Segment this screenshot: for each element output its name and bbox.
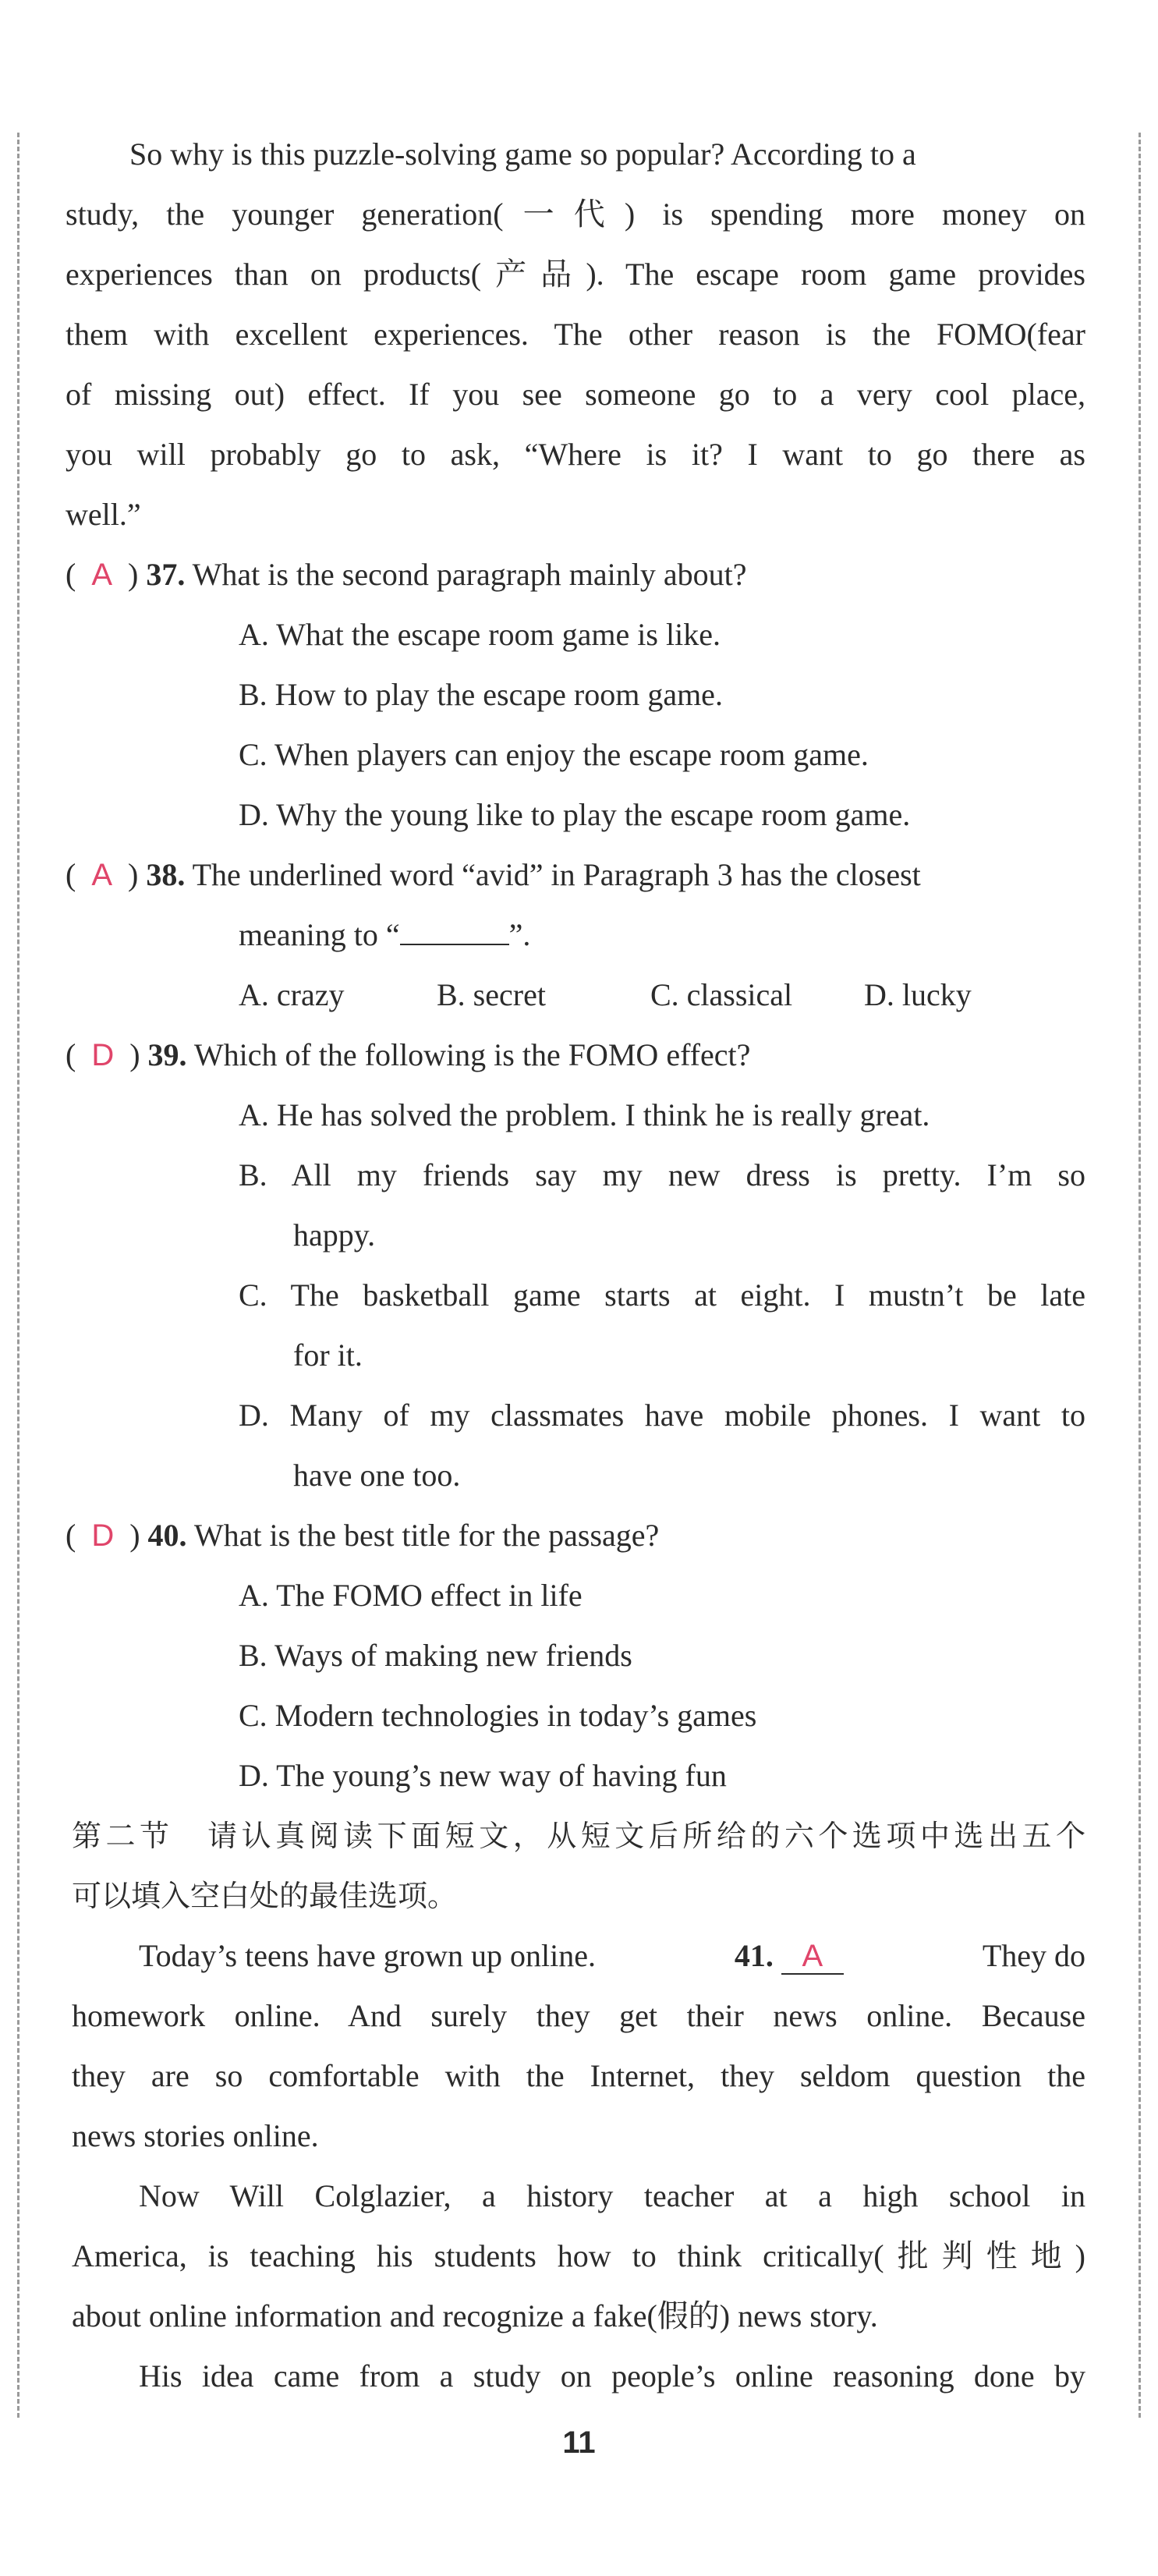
question-text: The underlined word “avid” in Paragraph 3 has the closest (192, 857, 921, 892)
text-line: they are so comfortable with the Internet, they seldom question the (72, 2058, 1085, 2093)
option-b-continued: happy. (293, 1217, 376, 1253)
text-line: you will probably go to ask, “Where is it? I want to go there as (66, 437, 1085, 472)
question-text: What is the second paragraph mainly about? (192, 557, 747, 592)
text-line: well.” (66, 497, 141, 532)
option-b: B. secret (437, 977, 546, 1012)
text-line: about online information and recognize a fake(假的) news story. (72, 2298, 878, 2333)
option-d: D. The young’s new way of having fun (239, 1758, 727, 1793)
question-stem: ( D ) 40. What is the best title for the passage? (66, 1518, 660, 1553)
option-c: C. The basketball game starts at eight. I mustn’t be late (239, 1277, 1085, 1313)
question-number: 40. (147, 1518, 187, 1553)
page-number: 11 (562, 2425, 596, 2460)
question-text: What is the best title for the passage? (193, 1518, 660, 1553)
option-c: C. Modern technologies in today’s games (239, 1698, 757, 1733)
question-text-continued: meaning to “ ”. (239, 917, 531, 952)
question-number: 37. (146, 557, 186, 592)
option-b: B. How to play the escape room game. (239, 677, 723, 712)
text-line: America, is teaching his students how to think critically(批判性地) (72, 2238, 1085, 2273)
answer-mark: D (91, 1518, 115, 1553)
answer-blank: A (781, 1939, 844, 1975)
answer-mark: A (91, 858, 113, 892)
text-line-with-blank: Today’s teens have grown up online. 41. A They do (139, 1938, 1085, 1973)
instruction-line: 可以填入空白处的最佳选项。 (72, 1879, 458, 1913)
option-a: A. The FOMO effect in life (239, 1578, 583, 1613)
text-line: His idea came from a study on people’s online reasoning done by (139, 2358, 1085, 2394)
answer-mark: A (91, 558, 113, 592)
left-margin-dashes (17, 133, 19, 2418)
option-a: A. crazy (239, 977, 345, 1012)
text-line: news stories online. (72, 2118, 319, 2153)
text-line: Now Will Colglazier, a history teacher at a high school in (139, 2178, 1085, 2213)
option-d: D. lucky (864, 977, 972, 1012)
text-line: experiences than on products(产品). The escape room game provides (66, 257, 1085, 292)
text-line: them with excellent experiences. The other reason is the FOMO(fear (66, 317, 1085, 352)
question-text: Which of the following is the FOMO effect? (193, 1037, 751, 1072)
option-a: A. What the escape room game is like. (239, 617, 721, 652)
text-line: homework online. And surely they get their news online. Because (72, 1998, 1085, 2033)
option-c: C. When players can enjoy the escape room game. (239, 737, 869, 772)
option-b: B. Ways of making new friends (239, 1638, 632, 1673)
text-line: So why is this puzzle-solving game so popular? According to a (129, 136, 916, 172)
instruction-line: 第二节 请认真阅读下面短文，从短文后所给的六个选项中选出五个 (72, 1819, 1085, 1853)
question-number: 39. (147, 1037, 187, 1072)
question-number: 38. (146, 857, 186, 892)
option-c-continued: for it. (293, 1338, 363, 1373)
question-stem: ( A ) 38. The underlined word “avid” in Paragraph 3 has the closest (66, 857, 921, 892)
question-stem: ( D ) 39. Which of the following is the FOMO effect? (66, 1037, 751, 1072)
option-d: D. Why the young like to play the escape room game. (239, 797, 911, 832)
right-margin-dashes (1139, 133, 1141, 2418)
option-b: B. All my friends say my new dress is pretty. I’m so (239, 1157, 1085, 1192)
option-a: A. He has solved the problem. I think he is really great. (239, 1097, 930, 1132)
answer-mark: D (91, 1038, 115, 1072)
text-line: of missing out) effect. If you see someone go to a very cool place, (66, 377, 1085, 412)
blank-number: 41. (734, 1938, 774, 1973)
fill-blank (400, 917, 509, 945)
text-line: study, the younger generation(一代) is spending more money on (66, 197, 1085, 232)
option-c: C. classical (650, 977, 793, 1012)
question-stem: ( A ) 37. What is the second paragraph mainly about? (66, 557, 747, 592)
option-d-continued: have one too. (293, 1458, 461, 1493)
option-d: D. Many of my classmates have mobile phones. I want to (239, 1398, 1085, 1433)
